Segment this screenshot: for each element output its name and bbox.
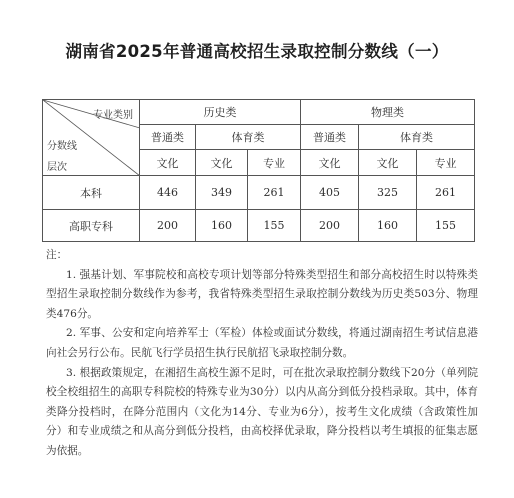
score-cell: 261 — [417, 176, 475, 210]
score-cell: 349 — [196, 176, 248, 210]
notes-heading: 注： — [46, 249, 68, 261]
note-item: 1. 强基计划、军事院校和高校专项计划等部分特殊类型招生和部分高校招生时以特殊类型招生录取控制分数线作为参考，我省特殊类型招生录取控制分数线为历史类503分、物理类476分。 — [46, 268, 478, 320]
row-level: 本科 — [43, 176, 140, 210]
leaf-header: 文化 — [196, 150, 248, 176]
score-cell: 155 — [248, 210, 301, 242]
group-physics: 物理类 — [301, 100, 475, 125]
subgroup-history-general: 普通类 — [140, 125, 196, 150]
score-cell: 446 — [140, 176, 196, 210]
score-cell: 405 — [301, 176, 359, 210]
corner-label-category: 专业类别 — [93, 110, 133, 121]
note-item: 2. 军事、公安和定向培养军士（军检）体检或面试分数线，将通过湖南招生考试信息港向社会另行公布。民航飞行学员招生执行民航招飞录取控制分数。 — [46, 327, 478, 359]
notes-section — [46, 246, 478, 462]
score-cell: 261 — [248, 176, 301, 210]
leaf-header: 文化 — [359, 150, 417, 176]
score-cell: 160 — [359, 210, 417, 242]
subgroup-physics-general: 普通类 — [301, 125, 359, 150]
note-item: 3. 根据政策规定，在湘招生高校生源不足时，可在批次录取控制分数线下20分（单列院校全校组招生的高职专科院校的特殊专业为30分）以内从高分到低分投档录取。其中，体育类降分投档时，在降分范围内（文化为14分、专业为6分），按考生文化成绩（含政策性加分）和专业成绩之和从高分到低分投档，由高校择优录取，降分投档以考生填报的征集志愿为依据。 — [46, 366, 478, 457]
leaf-header: 文化 — [301, 150, 359, 176]
page-title: 湖南省2025年普通高校招生录取控制分数线（一） — [65, 42, 449, 61]
corner-header-cell — [43, 100, 140, 176]
corner-label-score: 分数线 — [47, 141, 77, 152]
score-cell: 325 — [359, 176, 417, 210]
corner-label-level: 层次 — [47, 162, 67, 173]
table-row — [43, 176, 475, 210]
table-row — [43, 210, 475, 242]
score-cell: 155 — [417, 210, 475, 242]
score-table — [42, 99, 475, 242]
leaf-header: 专业 — [417, 150, 475, 176]
subgroup-physics-sports: 体育类 — [359, 125, 475, 150]
leaf-header: 文化 — [140, 150, 196, 176]
subgroup-history-sports: 体育类 — [196, 125, 301, 150]
score-cell: 200 — [140, 210, 196, 242]
leaf-header: 专业 — [248, 150, 301, 176]
group-history: 历史类 — [140, 100, 301, 125]
score-cell: 160 — [196, 210, 248, 242]
row-level: 高职专科 — [43, 210, 140, 242]
score-cell: 200 — [301, 210, 359, 242]
table-header-row-1 — [43, 100, 475, 125]
